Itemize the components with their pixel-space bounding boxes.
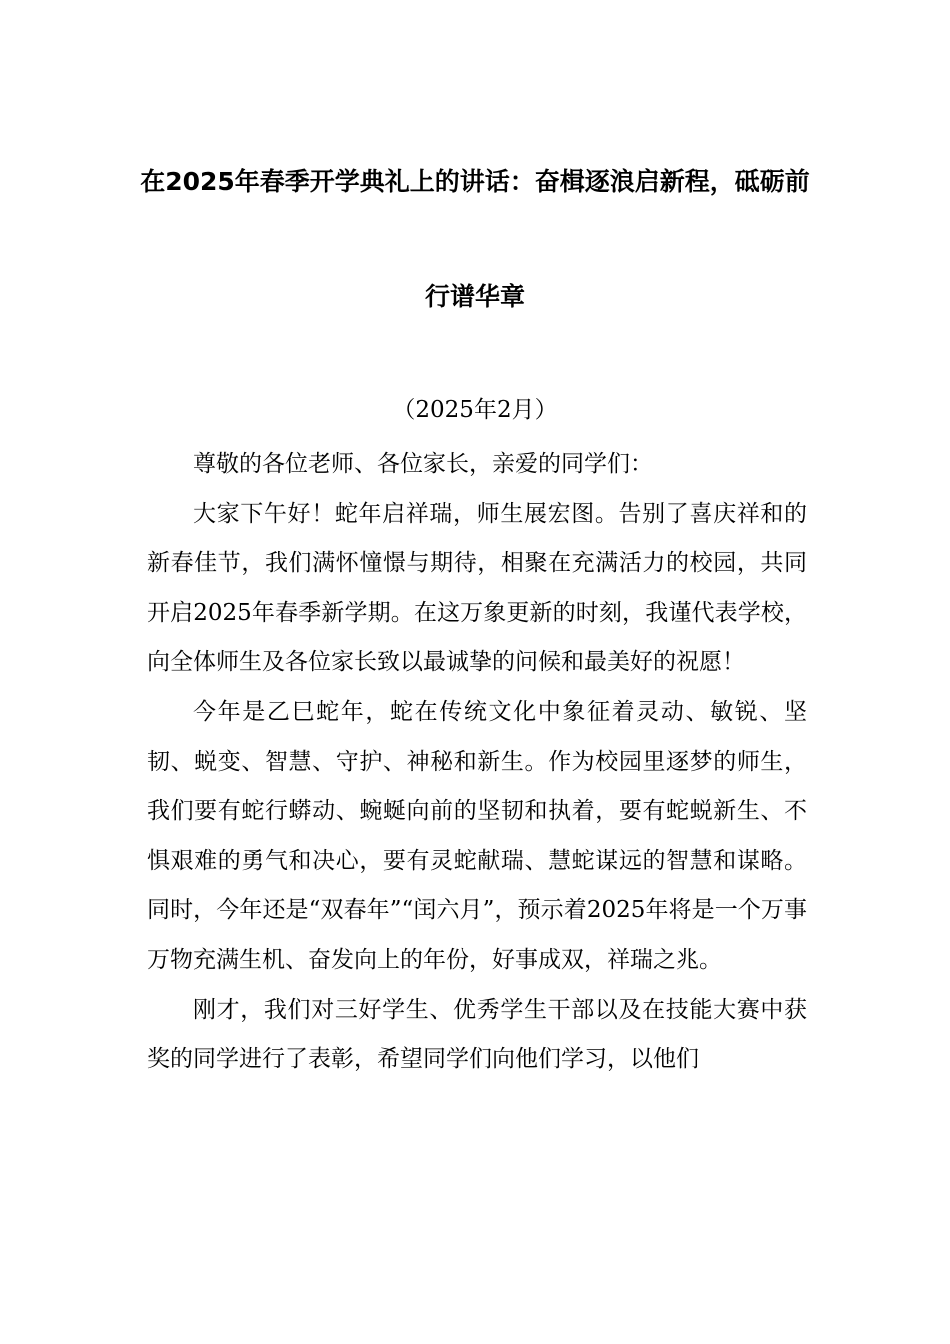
document-date: （2025年2月） <box>392 397 558 423</box>
paragraph-3: 刚才，我们对三好学生、优秀学生干部以及在技能大赛中获奖的同学进行了表彰，希望同学们向他们学习，以他们 <box>147 996 807 1073</box>
document-title-line-2: 行谱华章 <box>424 282 525 311</box>
paragraph-2: 今年是乙巳蛇年，蛇在传统文化中象征着灵动、敏锐、坚韧、蜕变、智慧、守护、神秘和新生。作为校园里逐梦的师生，我们要有蛇行蟒动、蜿蜒向前的坚韧和执着，要有蛇蜕新生、不惧艰难的勇气和决心，要有灵蛇献瑞、慧蛇谋远的智慧和谋略。同时，今年还是“双春年”“闰六月”，预示着2025年将是一个万事万物充满生机、奋发向上的年份，好事成双，祥瑞之兆。 <box>147 698 807 973</box>
document-body <box>147 440 807 1085</box>
document-title-line-1: 在2025年春季开学典礼上的讲话：奋楫逐浪启新程，砥砺前 <box>140 167 810 196</box>
salutation: 尊敬的各位老师、各位家长，亲爱的同学们： <box>193 451 653 477</box>
paragraph-1: 大家下午好！蛇年启祥瑞，师生展宏图。告别了喜庆祥和的新春佳节，我们满怀憧憬与期待，相聚在充满活力的校园，共同开启2025年春季新学期。在这万象更新的时刻，我谨代表学校，向全体师生及各位家长致以最诚挚的问候和最美好的祝愿！ <box>147 500 807 676</box>
